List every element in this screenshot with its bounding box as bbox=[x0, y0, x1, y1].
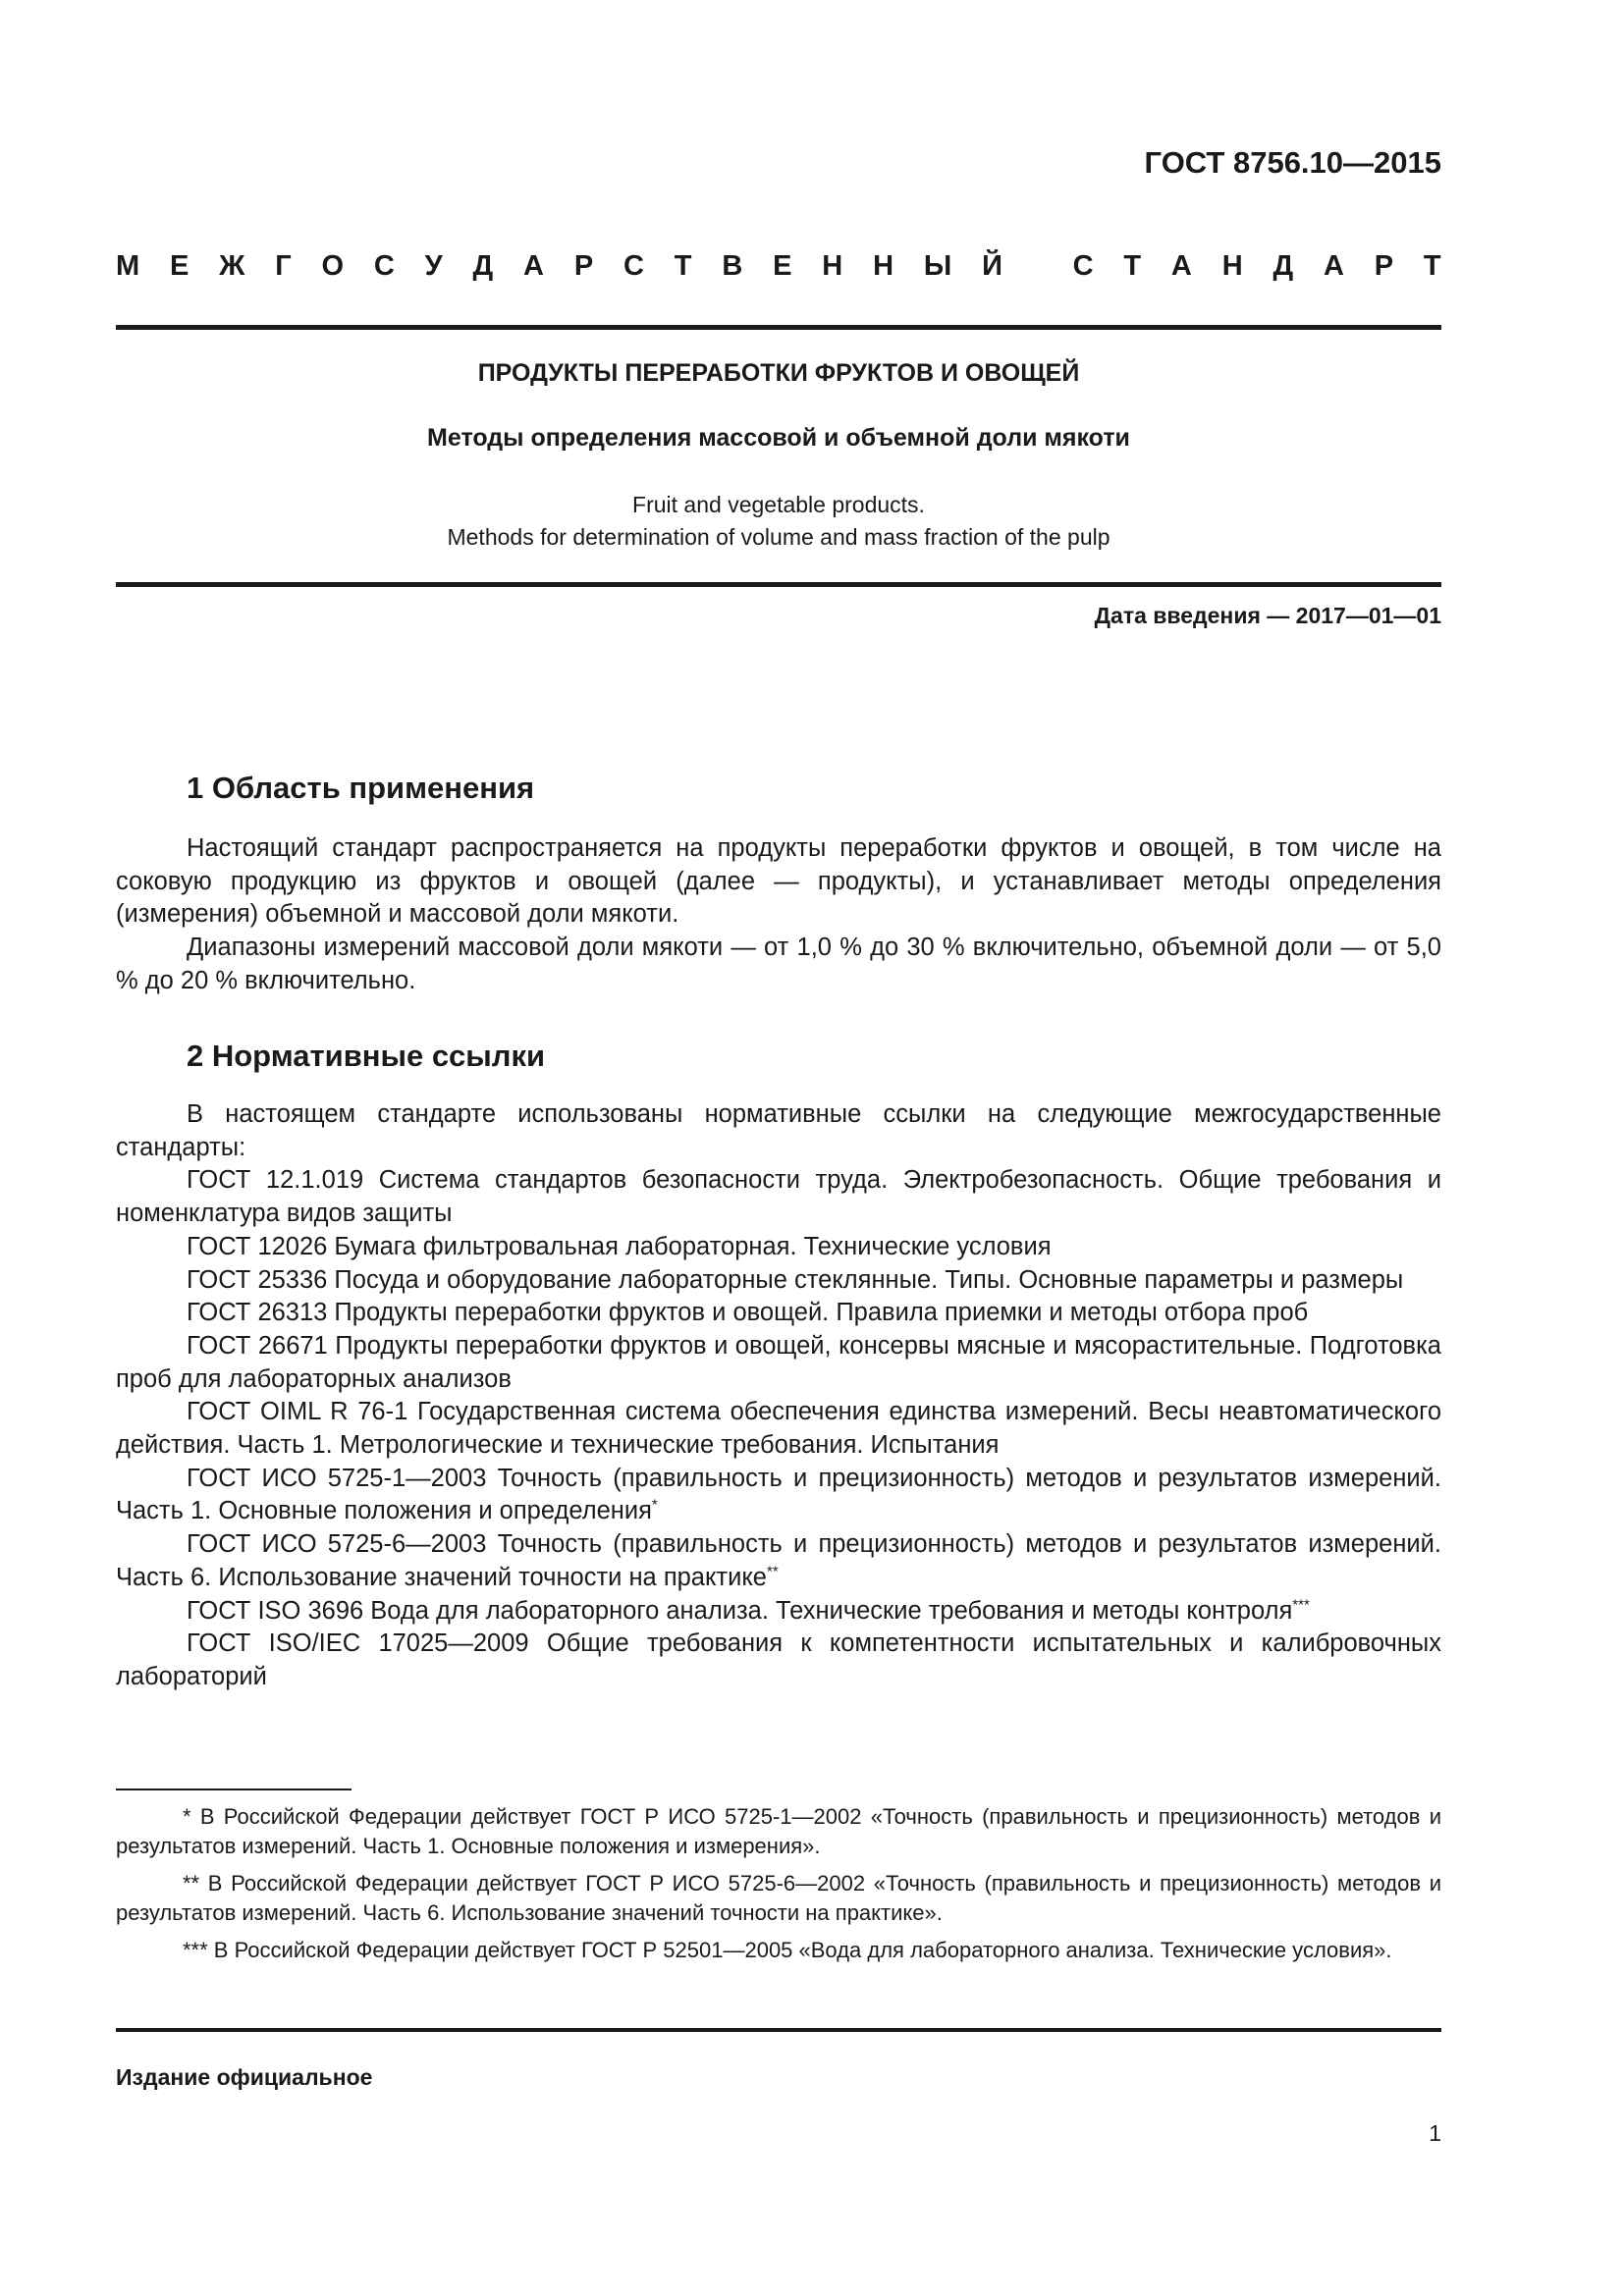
section-2-intro: В настоящем стандарте использованы нормативные ссылки на следующие межгосударственные стандарты: bbox=[116, 1100, 1441, 1161]
reference-item: ГОСТ ИСО 5725-6—2003 Точность (правильность и прецизионность) методов и результатов измерений. Часть 6. Использование значений точности на практике** bbox=[116, 1530, 1441, 1591]
heading-letter: Р bbox=[1374, 250, 1394, 282]
heading-letter: Н bbox=[822, 250, 843, 282]
heading-letter: Ы bbox=[923, 250, 952, 282]
footnote-mark: *** bbox=[1292, 1596, 1310, 1614]
footer-divider bbox=[116, 2028, 1441, 2032]
heading-letter: А bbox=[1170, 250, 1192, 282]
heading-letter: Д bbox=[472, 250, 494, 282]
footnote: ** В Российской Федерации действует ГОСТ Р ИСО 5725-6—2002 «Точность (правильность и прецизионность) методов и результатов измерений. Часть 6. Использование значений точности на практике». bbox=[116, 1871, 1441, 1925]
heading-letter: Д bbox=[1272, 250, 1294, 282]
heading-letter: О bbox=[321, 250, 345, 282]
standard-kind-heading bbox=[116, 250, 1441, 283]
heading-letter: Т bbox=[674, 250, 692, 282]
section-1-paragraph: Настоящий стандарт распространяется на продукты переработки фруктов и овощей, в том числе на соковую продукцию из фруктов и овощей (далее — продукты), и устанавливает методы определения (измерения) объемной и массовой доли мякоти. bbox=[116, 834, 1441, 929]
section-2-body bbox=[116, 1098, 1441, 1694]
english-title-line-1: Fruit and vegetable products. bbox=[632, 492, 925, 517]
heading-letter: Т bbox=[1423, 250, 1441, 282]
reference-item: ГОСТ 26313 Продукты переработки фруктов и овощей. Правила приемки и методы отбора проб bbox=[187, 1299, 1309, 1327]
heading-letter: Й bbox=[982, 250, 1002, 282]
heading-letter: С bbox=[1072, 250, 1094, 282]
english-title bbox=[116, 489, 1441, 554]
heading-letter: Н bbox=[1221, 250, 1243, 282]
section-2-heading: 2 Нормативные ссылки bbox=[187, 1039, 546, 1073]
heading-letter: Е bbox=[170, 250, 189, 282]
title-divider bbox=[116, 582, 1441, 587]
footnote-mark: ** bbox=[766, 1563, 779, 1580]
section-1-paragraph: Диапазоны измерений массовой доли мякоти — от 1,0 % до 30 % включительно, объемной доли — от 5,0 % до 20 % включительно. bbox=[116, 934, 1441, 994]
footnote: * В Российской Федерации действует ГОСТ Р ИСО 5725-1—2002 «Точность (правильность и прецизионность) методов и результатов измерений. Часть 1. Основные положения и измерения». bbox=[116, 1804, 1441, 1858]
section-1-heading: 1 Область применения bbox=[187, 771, 535, 805]
heading-letter: Г bbox=[275, 250, 292, 282]
heading-letter: Н bbox=[873, 250, 894, 282]
reference-item: ГОСТ ISO 3696 Вода для лабораторного анализа. Технические требования и методы контроля*** bbox=[187, 1596, 1310, 1625]
heading-letter: В bbox=[722, 250, 743, 282]
top-divider bbox=[116, 325, 1441, 330]
reference-item: ГОСТ 26671 Продукты переработки фруктов и овощей, консервы мясные и мясорастительные. Подготовка проб для лабораторных анализов bbox=[116, 1331, 1441, 1393]
word-gap bbox=[1033, 250, 1043, 283]
document-title: ПРОДУКТЫ ПЕРЕРАБОТКИ ФРУКТОВ И ОВОЩЕЙ bbox=[477, 359, 1080, 387]
reference-item: ГОСТ 12.1.019 Система стандартов безопасности труда. Электробезопасность. Общие требования и номенклатура видов защиты bbox=[116, 1166, 1441, 1228]
footnote: *** В Российской Федерации действует ГОСТ Р 52501—2005 «Вода для лабораторного анализа. Технические условия». bbox=[183, 1938, 1392, 1962]
heading-letter: Р bbox=[573, 250, 594, 282]
heading-letter: А bbox=[1323, 250, 1344, 282]
heading-letter: С bbox=[623, 250, 644, 282]
footnote-separator bbox=[116, 1789, 352, 1790]
heading-letter: Т bbox=[1123, 250, 1142, 282]
footnote-mark: * bbox=[651, 1496, 658, 1514]
heading-letter: М bbox=[116, 250, 140, 282]
standard-number: ГОСТ 8756.10—2015 bbox=[1144, 145, 1441, 180]
english-title-line-2: Methods for determination of volume and mass fraction of the pulp bbox=[447, 524, 1110, 550]
heading-letter: Ж bbox=[219, 250, 245, 282]
introduction-date: Дата введения — 2017—01—01 bbox=[1094, 603, 1441, 628]
reference-item: ГОСТ 25336 Посуда и оборудование лабораторные стеклянные. Типы. Основные параметры и размеры bbox=[187, 1265, 1404, 1294]
reference-item: ГОСТ ИСО 5725-1—2003 Точность (правильность и прецизионность) методов и результатов измерений. Часть 1. Основные положения и определения* bbox=[116, 1464, 1441, 1525]
document-subtitle: Методы определения массовой и объемной доли мякоти bbox=[427, 424, 1130, 452]
heading-letter: У bbox=[424, 250, 443, 282]
heading-letter: Е bbox=[773, 250, 792, 282]
heading-letter: А bbox=[523, 250, 544, 282]
footnotes bbox=[116, 1802, 1441, 1973]
reference-item: ГОСТ ISO/IEC 17025—2009 Общие требования к компетентности испытательных и калибровочных лабораторий bbox=[116, 1629, 1441, 1690]
edition-label: Издание официальное bbox=[116, 2064, 373, 2090]
reference-item: ГОСТ OIML R 76-1 Государственная система обеспечения единства измерений. Весы неавтоматического действия. Часть 1. Метрологические и технические требования. Испытания bbox=[116, 1398, 1441, 1460]
reference-item: ГОСТ 12026 Бумага фильтровальная лабораторная. Технические условия bbox=[187, 1232, 1052, 1260]
page-number: 1 bbox=[1429, 2120, 1441, 2146]
section-1-body bbox=[116, 832, 1441, 998]
heading-letter: С bbox=[373, 250, 395, 282]
